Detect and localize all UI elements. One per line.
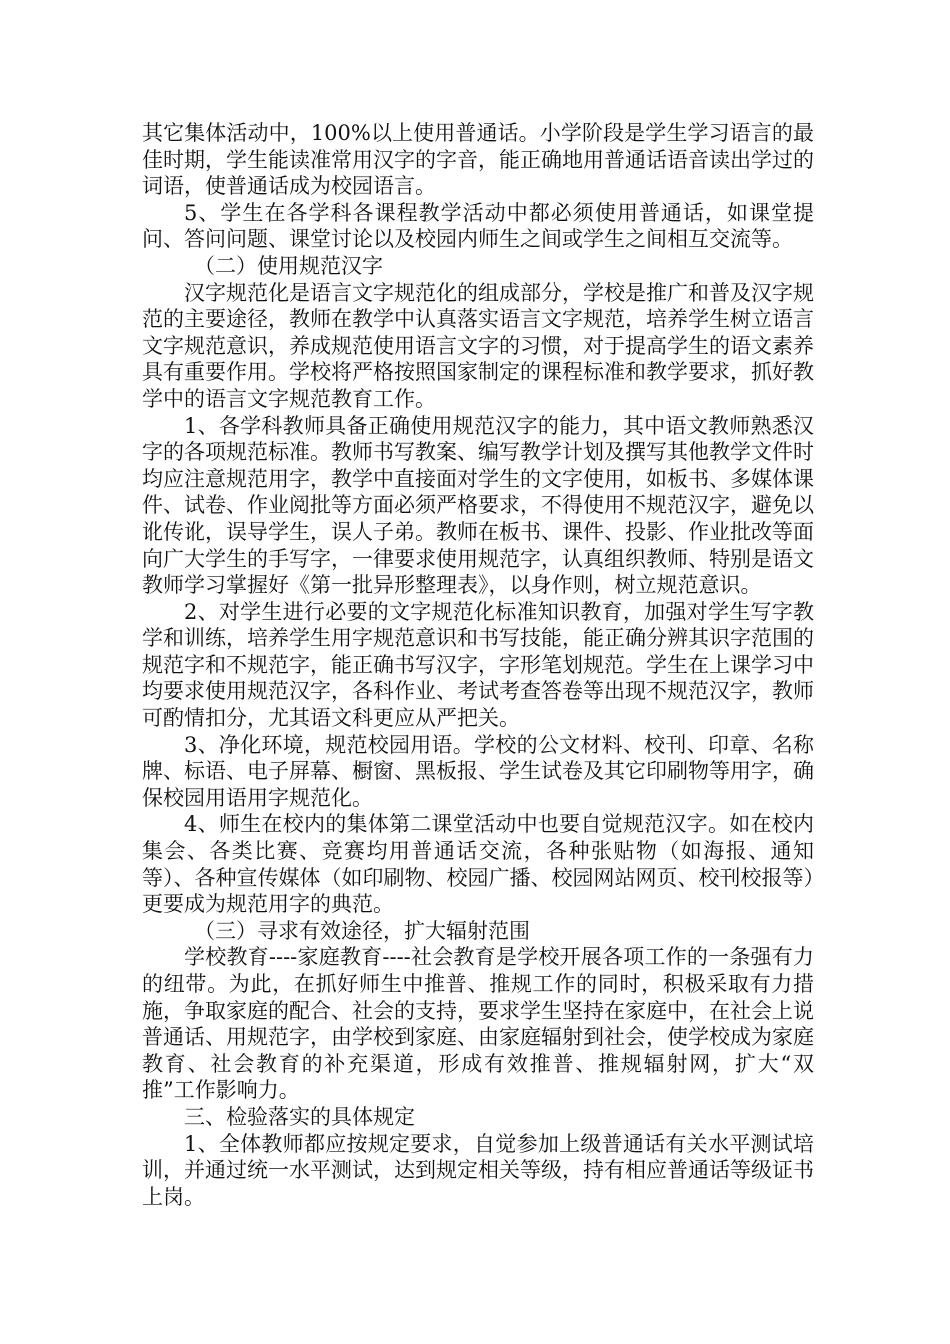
paragraph-outreach: 学校教育----家庭教育----社会教育是学校开展各项工作的一条强有力的纽带。为此，在抓好师生中推普、推规工作的同时，积极采取有力措施，争取家庭的配合、社会的支持，要求学生坚持在家庭中，在社会上说普通话、用规范字，由学校到家庭、由家庭辐射到社会，使学校成为家庭教育、社会教育的补充渠道，形成有效推普、推规辐射网，扩大“双推”工作影响力。 (142, 945, 814, 1103)
document-page (142, 120, 814, 1210)
paragraph-item-2: 2、对学生进行必要的文字规范化标准知识教育，加强对学生写字教学和训练，培养学生用字规范意识和书写技能，能正确分辨其识字范围的规范字和不规范字，能正确书写汉字，字形笔划规范。学生在上课学习中均要求使用规范汉字，各科作业、考试考查答卷等出现不规范汉字，教师可酌情扣分，尤其语文科更应从严把关。 (142, 599, 814, 731)
paragraph-item-1: 1、各学科教师具备正确使用规范汉字的能力，其中语文教师熟悉汉字的各项规范标准。教师书写教案、编写教学计划及撰写其他教学文件时均应注意规范用字，教学中直接面对学生的文字使用，如板书、多媒体课件、试卷、作业阅批等方面必须严格要求，不得使用不规范汉字，避免以讹传讹，误导学生，误人子弟。教师在板书、课件、投影、作业批改等面向广大学生的手写字，一律要求使用规范字，认真组织教师、特别是语文教师学习掌握好《第一批异形整理表》，以身作则，树立规范意识。 (142, 413, 814, 598)
paragraph-item-3: 3、净化环境，规范校园用语。学校的公文材料、校刊、印章、名称牌、标语、电子屏幕、橱窗、黑板报、学生试卷及其它印刷物等用字，确保校园用语用字规范化。 (142, 732, 814, 810)
chapter-heading-3: 三、检验落实的具体规定 (184, 1104, 415, 1129)
paragraph-intro-standard-characters: 汉字规范化是语言文字规范化的组成部分，学校是推广和普及汉字规范的主要途径，教师在教学中认真落实语言文字规范，培养学生树立语言文字规范意识，养成规范使用语言文字的习惯，对于提高学生的语文素养具有重要作用。学校将严格按照国家制定的课程标准和教学要求，抓好教学中的语言文字规范教育工作。 (142, 280, 814, 411)
paragraph-teacher-testing: 1、全体教师都应按规定要求，自觉参加上级普通话有关水平测试培训，并通过统一水平测试，达到规定相关等级，持有相应普通话等级证书上岗。 (142, 1131, 814, 1209)
section-heading-3: （三）寻求有效途径，扩大辐射范围 (194, 918, 530, 943)
paragraph-continuation: 其它集体活动中，100%以上使用普通话。小学阶段是学生学习语言的最佳时期，学生能读准常用汉字的字音，能正确地用普通话语音读出学过的词语，使普通话成为校园语言。 (142, 121, 814, 199)
paragraph-item-4: 4、师生在校内的集体第二课堂活动中也要自觉规范汉字。如在校内集会、各类比赛、竞赛均用普通话交流，各种张贴物（如海报、通知等）、各种宣传媒体（如印刷物、校园广播、校园网站网页、校刊校报等）更要成为规范用字的典范。 (142, 812, 814, 917)
section-heading-2: （二）使用规范汉字 (194, 253, 383, 278)
paragraph-item-5: 5、学生在各学科各课程教学活动中都必须使用普通话，如课堂提问、答问问题、课堂讨论以及校园内师生之间或学生之间相互交流等。 (142, 200, 814, 252)
